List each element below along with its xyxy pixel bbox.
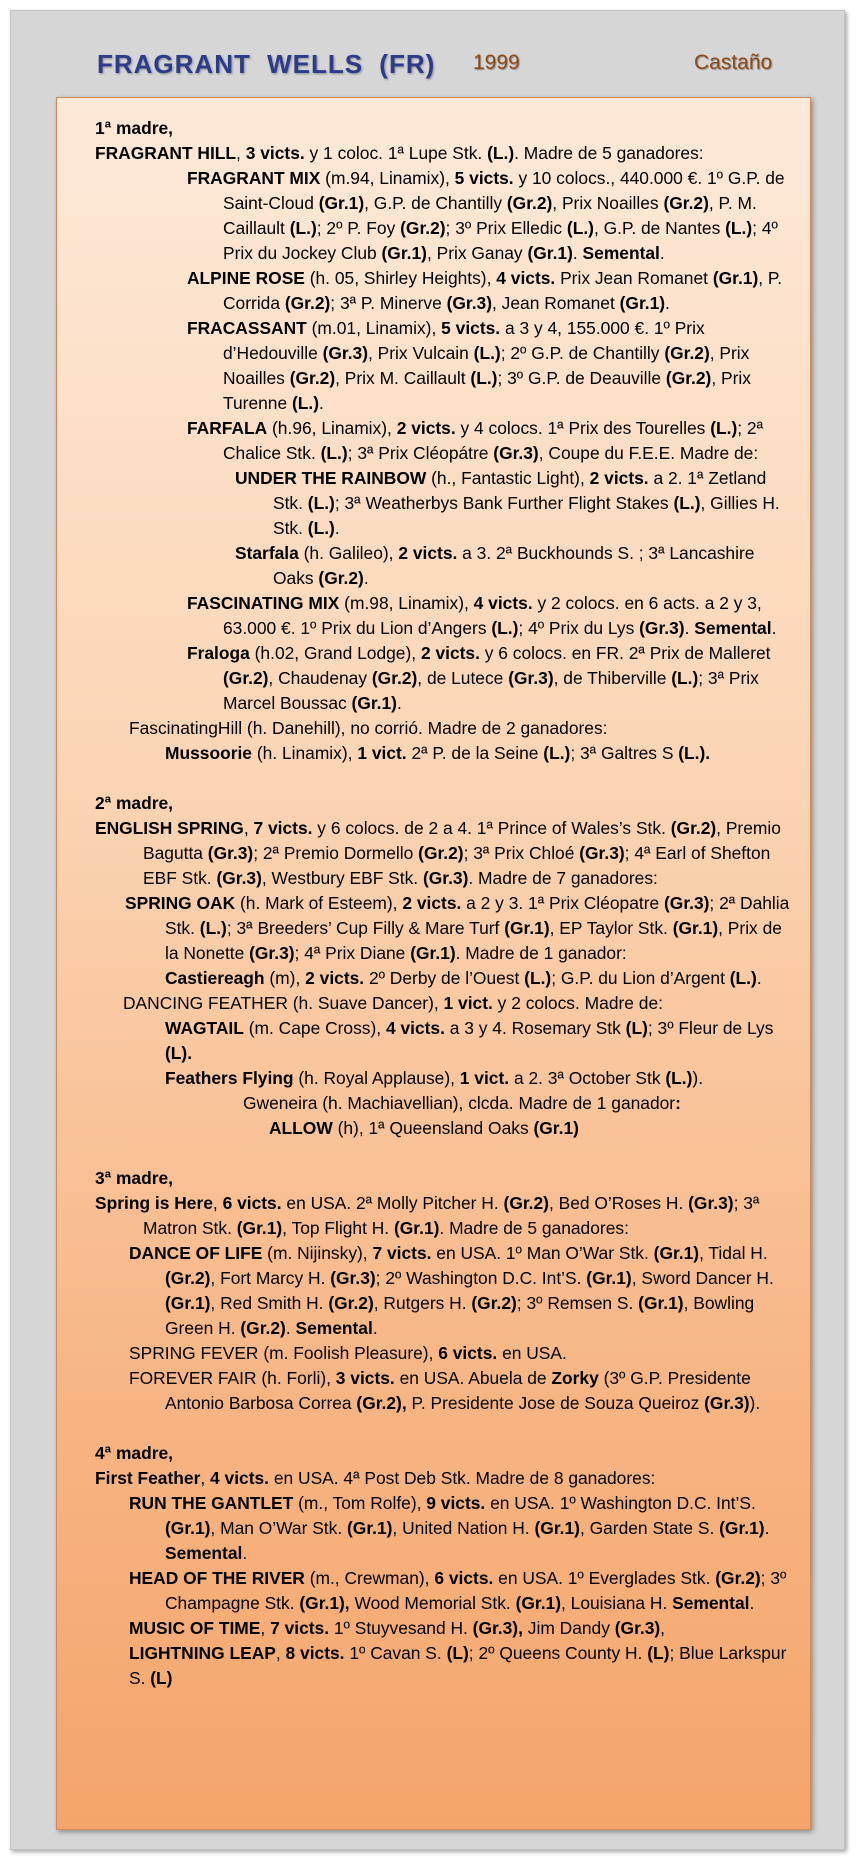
offspring-entry: UNDER THE RAINBOW (h., Fantastic Light), 2 victs. a 2. 1ª Zetland Stk. (L.); 3ª Weatherbys Bank Further Flight Stakes (L.), Gillies H. Stk. (L.). [235,468,780,538]
offspring-entry: LIGHTNING LEAP, 8 victs. 1º Cavan S. (L); 2º Queens County H. (L); Blue Larkspur S. (L) [129,1643,787,1688]
offspring-entry: ALLOW (h), 1ª Queensland Oaks (Gr.1) [269,1118,579,1138]
horse-name: FRAGRANT WELLS (FR) [97,49,436,79]
birth-year: 1999 [473,51,520,74]
offspring-entry: FRAGRANT MIX (m.94, Linamix), 5 victs. y 10 colocs., 440.000 €. 1º G.P. de Saint-Cloud (Gr.1), G.P. de Chantilly (Gr.2), Prix Noailles (Gr.2), P. M. Caillault (L.); 2º P. Foy (Gr.2); 3º Prix Elledic (L.), G.P. de Nantes (L.); 4º Prix du Jockey Club (Gr.1), Prix Ganay (Gr.1). Semental. [187,168,785,263]
offspring-entry: FascinatingHill (h. Danehill), no corrió. Madre de 2 ganadores: [129,718,608,738]
dam-entry: FRAGRANT HILL, 3 victs. y 1 coloc. 1ª Lupe Stk. (L.). Madre de 5 ganadores: [95,143,704,163]
pedigree-sheet [56,97,811,1830]
dam-entry: Spring is Here, 6 victs. en USA. 2ª Molly Pitcher H. (Gr.2), Bed O’Roses H. (Gr.3); 3ª Matron Stk. (Gr.1), Top Flight H. (Gr.1). Madre de 5 ganadores: [95,1193,760,1238]
offspring-entry: DANCE OF LIFE (m. Nijinsky), 7 victs. en USA. 1º Man O’War Stk. (Gr.1), Tidal H. (Gr.2), Fort Marcy H. (Gr.3); 2º Washington D.C. Int’S. (Gr.1), Sword Dancer H. (Gr.1), Red Smith H. (Gr.2), Rutgers H. (Gr.2); 3º Remsen S. (Gr.1), Bowling Green H. (Gr.2). Semental. [129,1243,774,1338]
section-heading-3: 3ª madre, [95,1168,173,1188]
offspring-entry: WAGTAIL (m. Cape Cross), 4 victs. a 3 y 4. Rosemary Stk (L); 3º Fleur de Lys (L). [165,1018,774,1063]
offspring-entry: FRACASSANT (m.01, Linamix), 5 victs. a 3 y 4, 155.000 €. 1º Prix d’Hedouville (Gr.3), Prix Vulcain (L.); 2º G.P. de Chantilly (Gr.2), Prix Noailles (Gr.2), Prix M. Caillault (L.); 3º G.P. de Deauville (Gr.2), Prix Turenne (L.). [187,318,751,413]
section-heading-2: 2ª madre, [95,793,173,813]
offspring-entry: Mussoorie (h. Linamix), 1 vict. 2ª P. de la Seine (L.); 3ª Galtres S (L.). [165,743,711,763]
pedigree-card [10,10,845,1850]
offspring-entry: SPRING OAK (h. Mark of Esteem), 2 victs. a 2 y 3. 1ª Prix Cléopatre (Gr.3); 2ª Dahlia Stk. (L.); 3ª Breeders’ Cup Filly & Mare Turf (Gr.1), EP Taylor Stk. (Gr.1), Prix de la Nonette (Gr.3); 4ª Prix Diane (Gr.1). Madre de 1 ganador: [125,893,790,963]
section-heading-4: 4ª madre, [95,1443,173,1463]
coat-color: Castaño [694,51,773,74]
dam-entry: ENGLISH SPRING, 7 victs. y 6 colocs. de 2 a 4. 1ª Prince of Wales’s Stk. (Gr.2), Premio Bagutta (Gr.3); 2ª Premio Dormello (Gr.2); 3ª Prix Chloé (Gr.3); 4ª Earl of Shefton EBF Stk. (Gr.3), Westbury EBF Stk. (Gr.3). Madre de 7 ganadores: [95,818,781,888]
offspring-entry: ALPINE ROSE (h. 05, Shirley Heights), 4 victs. Prix Jean Romanet (Gr.1), P. Corrida (Gr.2); 3ª P. Minerve (Gr.3), Jean Romanet (Gr.1). [187,268,783,313]
offspring-entry: HEAD OF THE RIVER (m., Crewman), 6 victs. en USA. 1º Everglades Stk. (Gr.2); 3º Champagne Stk. (Gr.1), Wood Memorial Stk. (Gr.1), Louisiana H. Semental. [129,1568,787,1613]
offspring-entry: MUSIC OF TIME, 7 victs. 1º Stuyvesand H. (Gr.3), Jim Dandy (Gr.3), [129,1618,666,1638]
offspring-entry: RUN THE GANTLET (m., Tom Rolfe), 9 victs. en USA. 1º Washington D.C. Int’S. (Gr.1), Man O’War Stk. (Gr.1), United Nation H. (Gr.1), Garden State S. (Gr.1). Semental. [129,1493,770,1563]
offspring-entry: Castiereagh (m), 2 victs. 2º Derby de l’Ouest (L.); G.P. du Lion d’Argent (L.). [165,968,762,988]
dam-entry: First Feather, 4 victs. en USA. 4ª Post Deb Stk. Madre de 8 ganadores: [95,1468,656,1488]
offspring-entry: DANCING FEATHER (h. Suave Dancer), 1 vict. y 2 colocs. Madre de: [123,993,663,1013]
section-heading-1: 1ª madre, [95,118,173,138]
header [11,11,844,91]
offspring-entry: Gweneira (h. Machiavellian), clcda. Madre de 1 ganador: [243,1093,681,1113]
offspring-entry: SPRING FEVER (m. Foolish Pleasure), 6 victs. en USA. [129,1343,567,1363]
offspring-entry: FASCINATING MIX (m.98, Linamix), 4 victs. y 2 colocs. en 6 acts. a 2 y 3, 63.000 €. 1º Prix du Lion d’Angers (L.); 4º Prix du Lys (Gr.3). Semental. [187,593,777,638]
offspring-entry: FOREVER FAIR (h. Forli), 3 victs. en USA. Abuela de Zorky (3º G.P. Presidente Antonio Barbosa Correa (Gr.2), P. Presidente Jose de Souza Queiroz (Gr.3)). [129,1368,761,1413]
offspring-entry: Feathers Flying (h. Royal Applause), 1 vict. a 2. 3ª October Stk (L.)). [165,1068,704,1088]
offspring-entry: FARFALA (h.96, Linamix), 2 victs. y 4 colocs. 1ª Prix des Tourelles (L.); 2ª Chalice Stk. (L.); 3ª Prix Cléopátre (Gr.3), Coupe du F.E.E. Madre de: [187,418,764,463]
offspring-entry: Fraloga (h.02, Grand Lodge), 2 victs. y 6 colocs. en FR. 2ª Prix de Malleret (Gr.2), Chaudenay (Gr.2), de Lutece (Gr.3), de Thiberville (L.); 3ª Prix Marcel Boussac (Gr.1). [187,643,771,713]
offspring-entry: Starfala (h. Galileo), 2 victs. a 3. 2ª Buckhounds S. ; 3ª Lancashire Oaks (Gr.2). [235,543,755,588]
